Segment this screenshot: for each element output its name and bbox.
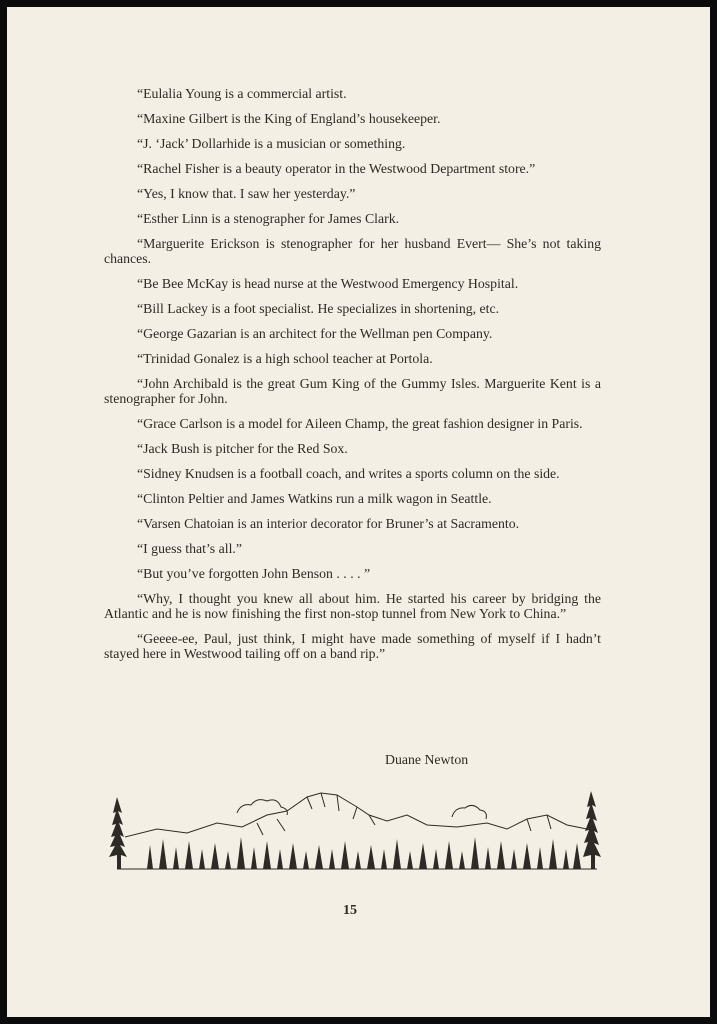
paragraph: “Grace Carlson is a model for Aileen Champ, the great fashion designer in Paris. [137, 416, 583, 431]
paragraph: “Maxine Gilbert is the King of England’s housekeeper. [137, 111, 441, 126]
paragraph: “Geeee-ee, Paul, just think, I might have made something of myself if I hadn’t stayed here in Westwood tailing off on a band rip.” [104, 631, 601, 661]
paragraph: “Bill Lackey is a foot specialist. He specializes in shortening, etc. [137, 301, 500, 316]
paragraph: “John Archibald is the great Gum King of the Gummy Isles. Marguerite Kent is a stenographer for John. [104, 376, 601, 406]
paragraph: “Clinton Peltier and James Watkins run a milk wagon in Seattle. [137, 491, 492, 506]
paragraph: “Sidney Knudsen is a football coach, and writes a sports column on the side. [137, 466, 560, 481]
paragraph: “Eulalia Young is a commercial artist. [137, 86, 347, 101]
paragraph: “J. ‘Jack’ Dollarhide is a musician or something. [137, 136, 406, 151]
paragraph: “Yes, I know that. I saw her yesterday.” [137, 186, 356, 201]
paragraph: “Rachel Fisher is a beauty operator in the Westwood Department store.” [137, 161, 536, 176]
paragraph: “Trinidad Gonalez is a high school teacher at Portola. [137, 351, 433, 366]
page-number: 15 [343, 903, 357, 918]
paragraph: “I guess that’s all.” [137, 541, 242, 556]
body-text [104, 86, 601, 671]
author-signature: Duane Newton [385, 752, 469, 767]
paragraph: “Why, I thought you knew all about him. He started his career by bridging the Atlantic and he is now finishing the first non-stop tunnel from New York to China.” [104, 591, 601, 621]
paragraph: “But you’ve forgotten John Benson . . . . ” [137, 566, 371, 581]
paragraph: “George Gazarian is an architect for the Wellman pen Company. [137, 326, 493, 341]
paragraph: “Be Bee McKay is head nurse at the Westwood Emergency Hospital. [137, 276, 519, 291]
paragraph: “Marguerite Erickson is stenographer for her husband Evert— She’s not taking chances. [104, 236, 601, 266]
paragraph: “Esther Linn is a stenographer for James Clark. [137, 211, 400, 226]
paragraph: “Jack Bush is pitcher for the Red Sox. [137, 441, 348, 456]
mountains-and-pine-trees-drawing [107, 785, 601, 871]
paragraph: “Varsen Chatoian is an interior decorator for Bruner’s at Sacramento. [137, 516, 520, 531]
